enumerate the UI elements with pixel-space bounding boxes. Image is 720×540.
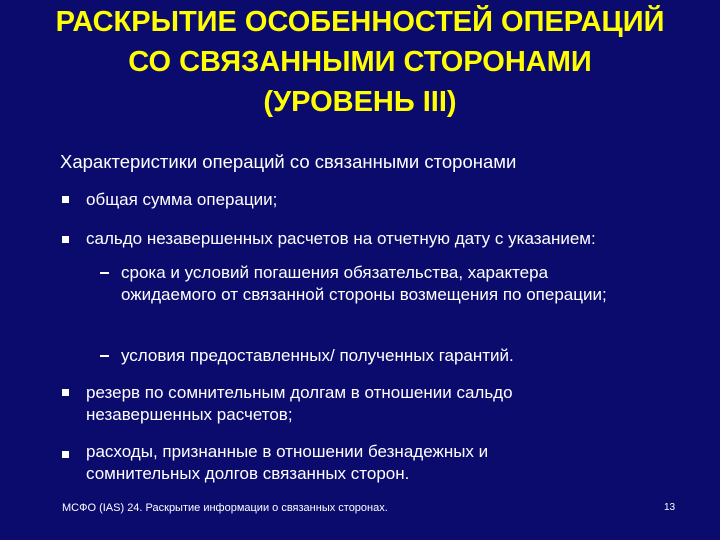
bullet-marker xyxy=(62,389,69,396)
bullet-marker xyxy=(62,236,69,243)
bullet-marker xyxy=(62,196,69,203)
bullet-item-3: резерв по сомнительным долгам в отношении сальдо незавершенных расчетов; xyxy=(86,383,513,424)
page-number: 13 xyxy=(664,502,676,513)
slide-title-line-3: (УРОВЕНЬ III) xyxy=(263,86,457,118)
slide-title-line-2: СО СВЯЗАННЫМИ СТОРОНАМИ xyxy=(128,46,592,78)
dash-marker xyxy=(100,355,109,357)
slide-title xyxy=(0,2,720,122)
slide-title-line-1: РАСКРЫТИЕ ОСОБЕННОСТЕЙ ОПЕРАЦИЙ xyxy=(55,6,665,38)
bullet-item-4: расходы, признанные в отношении безнадежных и сомнительных долгов связанных сторон. xyxy=(86,442,489,483)
bullet-marker xyxy=(62,451,69,458)
sub-bullet-item-2: условия предоставленных/ полученных гарантий. xyxy=(121,346,514,365)
bullet-item-1: общая сумма операции; xyxy=(86,190,278,209)
slide-footer: МСФО (IAS) 24. Раскрытие информации о связанных сторонах. xyxy=(62,502,388,514)
dash-marker xyxy=(100,272,109,274)
sub-bullet-item-1: срока и условий погашения обязательства, характера ожидаемого от связанной стороны возмещения по операции; xyxy=(121,263,607,304)
slide-subtitle: Характеристики операций со связанными сторонами xyxy=(60,151,517,172)
bullet-item-2: сальдо незавершенных расчетов на отчетную дату с указанием: xyxy=(86,229,596,248)
